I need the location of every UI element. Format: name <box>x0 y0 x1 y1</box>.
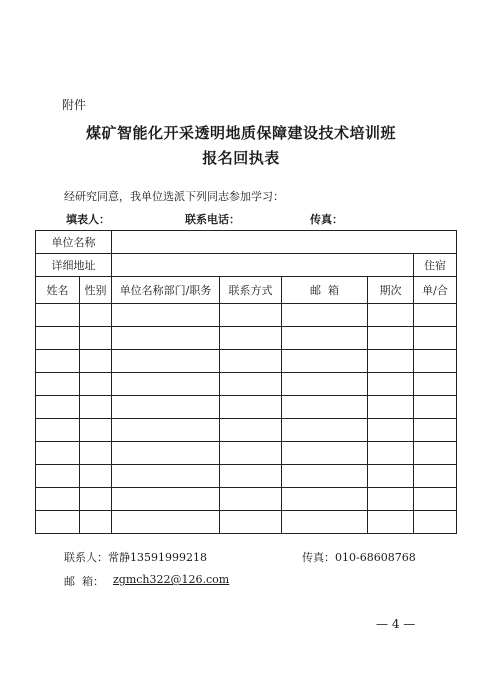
table-cell[interactable] <box>414 304 457 327</box>
table-cell[interactable] <box>220 465 282 488</box>
phone-label: 联系电话： <box>185 213 240 226</box>
table-cell[interactable] <box>36 419 80 442</box>
col-header-room-type: 单/合 <box>414 277 457 304</box>
table-cell[interactable] <box>220 373 282 396</box>
form-title: 报名回执表 <box>202 149 280 167</box>
table-cell[interactable] <box>112 442 220 465</box>
table-cell[interactable] <box>36 304 80 327</box>
table-cell[interactable] <box>282 488 368 511</box>
table-cell[interactable] <box>282 511 368 534</box>
table-cell[interactable] <box>80 488 112 511</box>
table-cell[interactable] <box>282 350 368 373</box>
table-row <box>36 304 457 327</box>
table-cell[interactable] <box>368 396 414 419</box>
contact-person: 联系人：常静13591999218 <box>64 551 207 564</box>
table-row <box>36 465 457 488</box>
filler-label: 填表人： <box>66 213 110 226</box>
table-cell[interactable] <box>414 442 457 465</box>
table-cell[interactable] <box>414 419 457 442</box>
table-cell[interactable] <box>112 373 220 396</box>
table-cell[interactable] <box>414 327 457 350</box>
table-cell[interactable] <box>112 304 220 327</box>
table-cell[interactable] <box>220 304 282 327</box>
table-cell[interactable] <box>282 304 368 327</box>
table-cell[interactable] <box>414 488 457 511</box>
table-cell[interactable] <box>36 373 80 396</box>
registration-table <box>35 230 457 534</box>
table-row <box>36 327 457 350</box>
document-title: 煤矿智能化开采透明地质保障建设技术培训班 <box>85 124 396 142</box>
table-cell[interactable] <box>368 327 414 350</box>
table-cell[interactable] <box>368 419 414 442</box>
table-cell[interactable] <box>368 465 414 488</box>
table-cell[interactable] <box>282 327 368 350</box>
table-cell[interactable] <box>80 511 112 534</box>
col-header-contact: 联系方式 <box>220 277 282 304</box>
table-body <box>36 304 457 534</box>
table-cell[interactable] <box>414 350 457 373</box>
email-label: 邮 箱： <box>64 575 104 588</box>
table-cell[interactable] <box>112 350 220 373</box>
table-cell[interactable] <box>112 327 220 350</box>
lodging-label: 住宿 <box>414 254 457 277</box>
table-cell[interactable] <box>36 350 80 373</box>
table-cell[interactable] <box>80 442 112 465</box>
email-link[interactable]: zgmch322@126.com <box>113 573 230 586</box>
col-header-gender: 性别 <box>80 277 112 304</box>
table-cell[interactable] <box>36 511 80 534</box>
table-cell[interactable] <box>220 396 282 419</box>
table-cell[interactable] <box>112 419 220 442</box>
col-header-email: 邮 箱 <box>282 277 368 304</box>
fax-number: 传真：010-68608768 <box>302 551 416 564</box>
unit-name-field[interactable] <box>112 231 457 254</box>
table-cell[interactable] <box>368 350 414 373</box>
table-cell[interactable] <box>368 442 414 465</box>
address-label: 详细地址 <box>36 254 112 277</box>
table-row <box>36 442 457 465</box>
table-cell[interactable] <box>368 304 414 327</box>
fax-label: 传真： <box>310 213 343 226</box>
table-cell[interactable] <box>368 511 414 534</box>
attachment-label: 附件 <box>62 98 87 112</box>
intro-text: 经研究同意，我单位选派下列同志参加学习： <box>64 190 284 203</box>
table-header-row <box>36 277 457 304</box>
table-row <box>36 396 457 419</box>
col-header-session: 期次 <box>368 277 414 304</box>
table-cell[interactable] <box>282 373 368 396</box>
table-cell[interactable] <box>368 373 414 396</box>
table-cell[interactable] <box>36 396 80 419</box>
table-cell[interactable] <box>80 304 112 327</box>
table-cell[interactable] <box>220 511 282 534</box>
table-cell[interactable] <box>414 373 457 396</box>
table-row <box>36 488 457 511</box>
table-cell[interactable] <box>220 419 282 442</box>
table-row <box>36 511 457 534</box>
table-cell[interactable] <box>414 465 457 488</box>
table-cell[interactable] <box>220 488 282 511</box>
table-cell[interactable] <box>282 419 368 442</box>
table-cell[interactable] <box>112 511 220 534</box>
table-cell[interactable] <box>368 488 414 511</box>
table-cell[interactable] <box>414 511 457 534</box>
table-cell[interactable] <box>220 442 282 465</box>
table-cell[interactable] <box>80 419 112 442</box>
table-cell[interactable] <box>80 327 112 350</box>
col-header-unit-dept-position: 单位名称部门/职务 <box>112 277 220 304</box>
table-cell[interactable] <box>282 442 368 465</box>
unit-name-label: 单位名称 <box>36 231 112 254</box>
table-cell[interactable] <box>220 350 282 373</box>
table-cell[interactable] <box>36 488 80 511</box>
table-cell[interactable] <box>282 396 368 419</box>
table-row <box>36 419 457 442</box>
table-cell[interactable] <box>36 465 80 488</box>
table-row <box>36 350 457 373</box>
table-cell[interactable] <box>80 350 112 373</box>
page-number: — 4 — <box>376 617 416 631</box>
col-header-name: 姓名 <box>36 277 80 304</box>
table-cell[interactable] <box>414 396 457 419</box>
table-cell[interactable] <box>80 373 112 396</box>
table-cell[interactable] <box>220 327 282 350</box>
table-cell[interactable] <box>80 465 112 488</box>
table-cell[interactable] <box>112 488 220 511</box>
table-row <box>36 373 457 396</box>
table-cell[interactable] <box>282 465 368 488</box>
table-cell[interactable] <box>36 327 80 350</box>
table-cell[interactable] <box>112 465 220 488</box>
table-cell[interactable] <box>36 442 80 465</box>
table-cell[interactable] <box>112 396 220 419</box>
table-cell[interactable] <box>80 396 112 419</box>
address-field[interactable] <box>112 254 414 277</box>
